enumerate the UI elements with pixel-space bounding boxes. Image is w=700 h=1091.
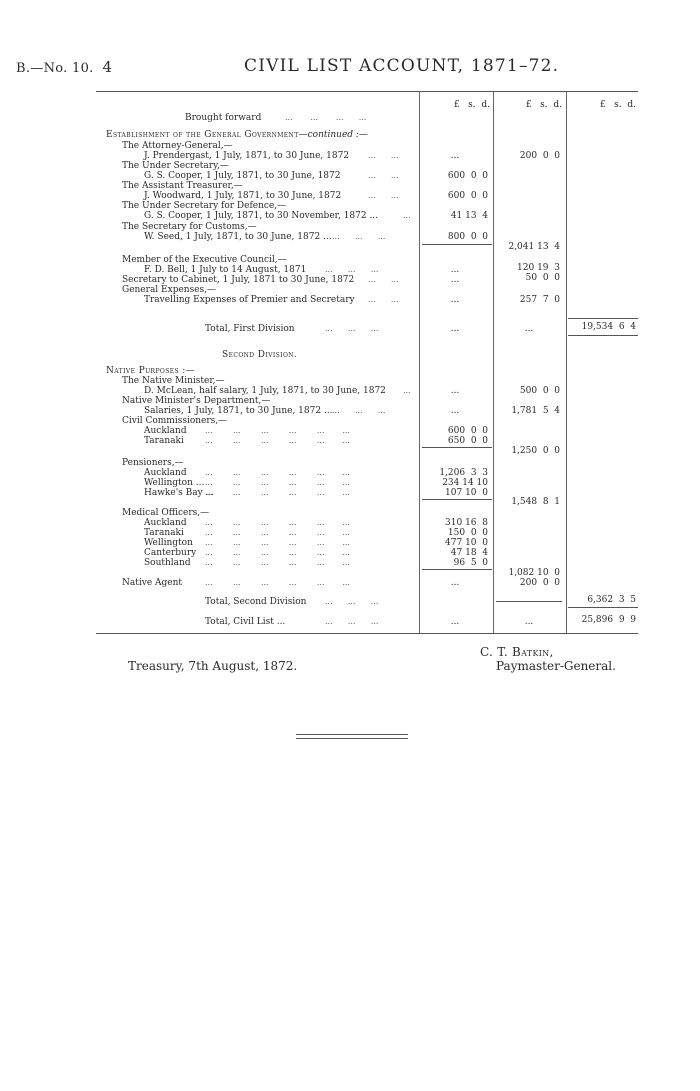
- line-item: Pensioners,—: [122, 458, 184, 468]
- col-head-3: £ s. d.: [599, 100, 636, 110]
- subtotal-rule: [568, 607, 638, 608]
- amount-cell: 650 0 0: [447, 436, 488, 446]
- col-head-2: £ s. d.: [525, 100, 562, 110]
- total-second-division-amount: 6,362 3 5: [587, 595, 636, 605]
- amount-cell: ...: [450, 275, 460, 285]
- amount-cell: 200 0 0: [519, 578, 560, 588]
- leader-dots: ... ...: [368, 295, 399, 304]
- line-item: Southland: [144, 558, 191, 568]
- line-item: F. D. Bell, 1 July to 14 August, 1871: [144, 265, 307, 275]
- leader-dots: ... ... ... ... ... ...: [205, 518, 350, 527]
- amount-cell: 1,781 5 4: [511, 406, 560, 416]
- subtotal-rule: [568, 318, 638, 319]
- amount-cell: 310 16 8: [445, 518, 488, 528]
- table-top-rule: [96, 91, 638, 92]
- leader-dots: ...: [403, 211, 411, 220]
- column-divider-2: [493, 91, 494, 633]
- closing-rule: [296, 734, 408, 735]
- line-item: Taranaki: [144, 528, 184, 538]
- amount-cell: 1,206 3 3: [439, 468, 488, 478]
- line-item: Civil Commissioners,—: [122, 416, 228, 426]
- amount-cell: 50 0 0: [525, 273, 560, 283]
- leader-dots: ... ... ... ... ... ...: [205, 538, 350, 547]
- total-second-division-label: Total, Second Division: [205, 597, 307, 607]
- column-divider-3: [566, 91, 567, 633]
- col-head-1: £ s. d.: [453, 100, 490, 110]
- line-item: Native Agent: [122, 578, 183, 588]
- line-item: W. Seed, 1 July, 1871, to 30 June, 1872 ...: [144, 232, 332, 242]
- line-item: The Secretary for Customs,—: [122, 222, 257, 232]
- line-item: Auckland: [144, 468, 187, 478]
- subtotal-rule: [422, 244, 492, 245]
- amount-cell: 600 0 0: [447, 191, 488, 201]
- line-item: The Attorney-General,—: [122, 141, 233, 151]
- amount-cell: 96 5 0: [453, 558, 488, 568]
- closing-rule: [296, 738, 408, 739]
- amount-cell: 257 7 0: [519, 295, 560, 305]
- report-reference: B.—No. 10. 4: [16, 58, 113, 76]
- amount-cell: 600 0 0: [447, 171, 488, 181]
- line-item: Native Minister's Department,—: [122, 396, 271, 406]
- leader-dots: ... ... ... ... ... ...: [205, 468, 350, 477]
- leader-dots: ... ... ... ... ... ...: [205, 426, 350, 435]
- total-civil-list-label: Total, Civil List ...: [205, 617, 286, 627]
- line-item: Member of the Executive Council,—: [122, 255, 287, 265]
- line-item: Salaries, 1 July, 1871, to 30 June, 1872 ...: [144, 406, 333, 416]
- subtotal-rule: [568, 335, 638, 336]
- signatory-name: C. T. Batkin,: [480, 645, 554, 659]
- amount-cell: ...: [450, 265, 460, 275]
- leader-dots: ... ... ...: [325, 324, 379, 333]
- leader-dots: ... ... ... ... ... ...: [205, 558, 350, 567]
- line-item: G. S. Cooper, 1 July, 1871, to 30 June, 1872: [144, 171, 341, 181]
- amount-cell: 47 18 4: [450, 548, 488, 558]
- line-item: The Native Minister,—: [122, 376, 225, 386]
- leader-dots: ... ... ... ... ... ...: [205, 578, 350, 587]
- subtotal-rule: [422, 499, 492, 500]
- amount-cell: 2,041 13 4: [508, 242, 560, 252]
- leader-dots: ... ... ...: [325, 265, 379, 274]
- amount-cell: 477 10 0: [445, 538, 488, 548]
- page-number: 4: [102, 58, 113, 76]
- amount-cell: 1,250 0 0: [511, 446, 560, 456]
- amount-cell: 120 19 3: [517, 263, 560, 273]
- line-item: Hawke's Bay ...: [144, 488, 215, 498]
- total-first-division-amount: 19,534 6 4: [581, 322, 636, 332]
- amount-cell: 500 0 0: [519, 386, 560, 396]
- line-item: Travelling Expenses of Premier and Secretary: [144, 295, 355, 305]
- amount-cell: ...: [524, 617, 534, 627]
- table-bottom-rule: [96, 633, 638, 634]
- line-item: J. Woodward, 1 July, 1871, to 30 June, 1872: [144, 191, 342, 201]
- leader-dots: ... ... ...: [325, 617, 379, 626]
- line-item: Auckland: [144, 518, 187, 528]
- leader-dots: ... ...: [368, 275, 399, 284]
- amount-cell: 1,548 8 1: [511, 497, 560, 507]
- leader-dots: ... ... ... ... ... ...: [205, 478, 350, 487]
- treasury-date: Treasury, 7th August, 1872.: [128, 659, 298, 673]
- section-heading: Native Purposes :—: [106, 366, 196, 376]
- amount-cell: 600 0 0: [447, 426, 488, 436]
- line-item: J. Prendergast, 1 July, 1871, to 30 June, 1872: [144, 151, 350, 161]
- amount-cell: 200 0 0: [519, 151, 560, 161]
- amount-cell: ...: [524, 324, 534, 334]
- amount-cell: 150 0 0: [447, 528, 488, 538]
- line-item: The Assistant Treasurer,—: [122, 181, 243, 191]
- line-item: Wellington: [144, 538, 193, 548]
- line-item: G. S. Cooper, 1 July, 1871, to 30 November, 1872 ...: [144, 211, 379, 221]
- line-item: General Expenses,—: [122, 285, 216, 295]
- amount-cell: 107 10 0: [445, 488, 488, 498]
- amount-cell: 1,082 10 0: [508, 568, 560, 578]
- line-item: The Under Secretary for Defence,—: [122, 201, 287, 211]
- leader-dots: ... ...: [368, 151, 399, 160]
- amount-cell: ...: [450, 617, 460, 627]
- section-subtitle: Second Division.: [222, 350, 298, 360]
- leader-dots: ... ... ...: [332, 232, 386, 241]
- amount-cell: ...: [450, 578, 460, 588]
- leader-dots: ... ... ... ... ... ...: [205, 488, 350, 497]
- line-item: Auckland: [144, 426, 187, 436]
- line-item: Secretary to Cabinet, 1 July, 1871 to 30 June, 1872: [122, 275, 355, 285]
- leader-dots: ... ... ...: [332, 406, 386, 415]
- line-item: D. McLean, half salary, 1 July, 1871, to 30 June, 1872: [144, 386, 386, 396]
- amount-cell: 234 14 10: [442, 478, 488, 488]
- amount-cell: ...: [450, 324, 460, 334]
- total-civil-list-amount: 25,896 9 9: [581, 615, 636, 625]
- amount-cell: ...: [450, 151, 460, 161]
- line-item: Medical Officers,—: [122, 508, 210, 518]
- amount-cell: ...: [450, 295, 460, 305]
- line-item: Taranaki: [144, 436, 184, 446]
- line-item: Canterbury: [144, 548, 197, 558]
- subtotal-rule: [496, 601, 562, 602]
- total-first-division-label: Total, First Division: [205, 324, 295, 334]
- line-item: Wellington ...: [144, 478, 205, 488]
- amount-cell: 41 13 4: [450, 211, 488, 221]
- section-heading: Establishment of the General Government—continued :—: [106, 130, 368, 140]
- leader-dots: ... ...: [368, 171, 399, 180]
- leader-dots: ... ... ... ... ... ...: [205, 436, 350, 445]
- subtotal-rule: [422, 569, 492, 570]
- leader-dots: ... ... ... ... ... ...: [205, 548, 350, 557]
- page-title: CIVIL LIST ACCOUNT, 1871–72.: [244, 56, 560, 76]
- signatory-title: Paymaster-General.: [496, 659, 616, 673]
- subtotal-rule: [422, 447, 492, 448]
- leader-dots: ... ... ... ...: [285, 113, 367, 122]
- leader-dots: ... ...: [368, 191, 399, 200]
- line-item: The Under Secretary,—: [122, 161, 229, 171]
- amount-cell: 800 0 0: [447, 232, 488, 242]
- leader-dots: ... ... ... ... ... ...: [205, 528, 350, 537]
- leader-dots: ...: [403, 386, 411, 395]
- amount-cell: ...: [450, 406, 460, 416]
- leader-dots: ... ... ...: [325, 597, 379, 606]
- brought-forward-label: Brought forward: [185, 113, 262, 123]
- amount-cell: ...: [450, 386, 460, 396]
